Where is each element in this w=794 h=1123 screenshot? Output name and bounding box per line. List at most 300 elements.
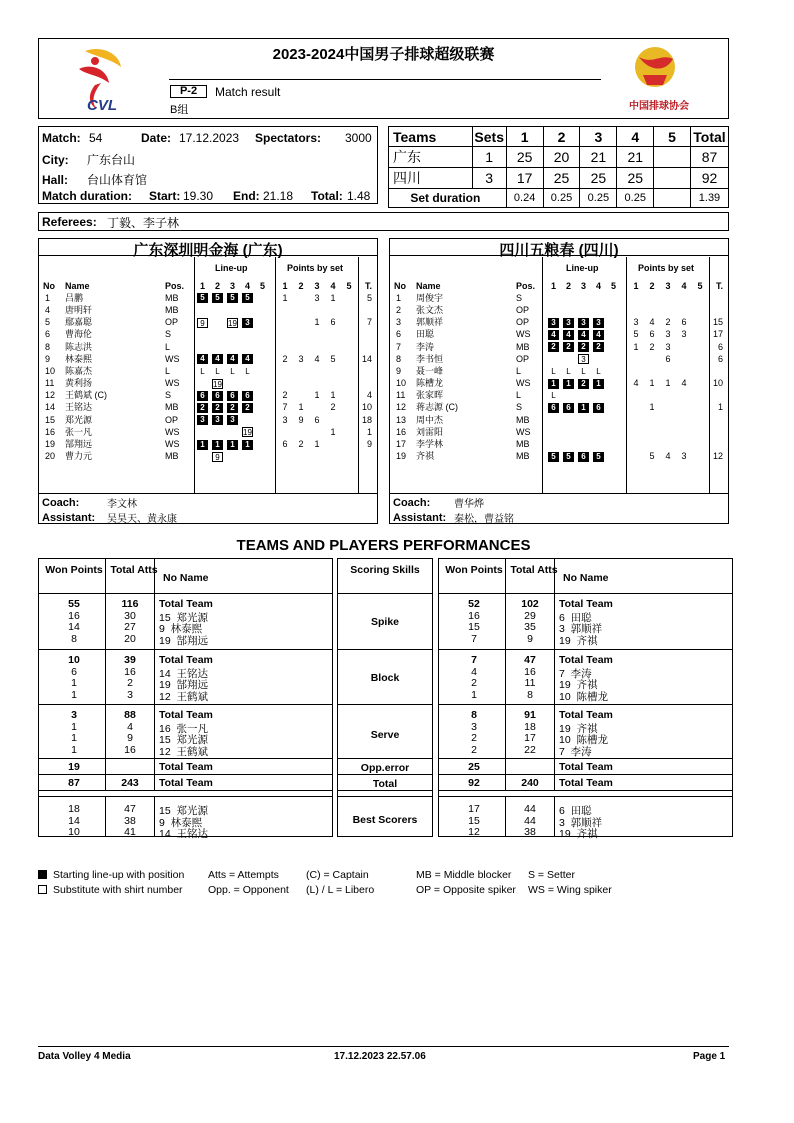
set-points: 2 [282, 353, 288, 364]
total-attempts: 20 [124, 632, 136, 645]
coach-away: 曹华烨 [454, 499, 484, 510]
player-position: WS [165, 426, 180, 437]
player-lineup [193, 378, 277, 390]
starting-position-box: 4 [578, 330, 589, 340]
libero-mark: L [551, 390, 556, 400]
total-attempts: 27 [124, 621, 136, 633]
starting-position-box: 4 [548, 330, 559, 340]
coach-home: 李文林 [107, 499, 137, 510]
total-attempts: 44 [524, 803, 536, 815]
player-position: L [165, 341, 171, 352]
set-points: 4 [314, 353, 320, 364]
player-lineup [193, 438, 277, 450]
starting-position-box: 3 [197, 415, 208, 425]
player-row [43, 426, 378, 438]
player-lineup [193, 426, 277, 438]
player-number: 20 [45, 451, 56, 462]
total-atts-head: Total Atts [510, 564, 558, 576]
points-set-number: 4 [330, 280, 336, 291]
starting-position-box: 5 [227, 293, 238, 303]
player-position: MB [516, 341, 530, 352]
starting-position-box: 3 [548, 318, 559, 328]
player-row [394, 402, 729, 414]
set-duration: 0.25 [580, 189, 617, 208]
player-number: 10 [396, 378, 407, 389]
set-score: 17 [506, 168, 543, 189]
won-points: 16 [68, 609, 80, 622]
player-number: 12 [396, 402, 407, 413]
player-position: WS [516, 329, 531, 340]
set-duration-label: Set duration [389, 189, 507, 208]
end-label: End: [233, 189, 260, 203]
set-score [654, 147, 691, 168]
player-name: 张文杰 [416, 304, 444, 315]
starting-position-box: 3 [242, 318, 253, 328]
set-points: 1 [633, 341, 639, 352]
won-points: 1 [71, 743, 77, 756]
player-number: 1 [396, 292, 402, 303]
player-total-points [361, 378, 378, 390]
player-row [394, 317, 729, 329]
libero-mark: L [200, 366, 205, 376]
set-score: 21 [617, 147, 654, 168]
sets-row-home [389, 147, 729, 168]
player-position: OP [165, 414, 179, 425]
player-total-points: 15 [712, 317, 723, 328]
set-points: 2 [282, 390, 288, 401]
legend [38, 869, 729, 901]
player-number: 9 [396, 365, 402, 376]
player-points-by-set [628, 317, 712, 329]
set-points: 4 [633, 378, 639, 389]
starting-position-box: 2 [197, 403, 208, 413]
player-row [43, 304, 378, 316]
won-points: 25 [468, 761, 480, 773]
player-number: 6 [45, 329, 51, 340]
player-or-team: 19 齐祺 [559, 828, 598, 840]
lineup-set-number: 5 [610, 280, 616, 291]
set-points: 2 [649, 341, 655, 352]
title-underline [169, 79, 601, 80]
page-title: 2023-2024中国男子排球超级联赛 [272, 46, 495, 63]
report-subtitle: Match result [215, 85, 281, 99]
col-pos-head: Pos. [165, 280, 185, 291]
starting-position-box: 4 [227, 354, 238, 364]
player-name: 唐明轩 [65, 304, 93, 315]
lineup-set-number: 2 [565, 280, 571, 291]
match-number: 54 [89, 131, 103, 145]
player-name: 齐祺 [416, 451, 435, 462]
player-row [43, 414, 378, 426]
player-or-team: 15 郑光源 [159, 734, 209, 746]
set-points: 3 [633, 317, 639, 328]
starting-position-box: 3 [227, 415, 238, 425]
set-score [654, 168, 691, 189]
player-row [43, 292, 378, 304]
legend-item: WS = Wing spiker [528, 884, 612, 896]
starting-position-box: 1 [548, 379, 559, 389]
player-lineup [193, 341, 277, 353]
player-or-team: 12 王鹤斌 [159, 690, 209, 703]
libero-mark: L [245, 366, 250, 376]
set-points: 9 [298, 414, 304, 425]
player-position: L [516, 365, 522, 376]
player-number: 4 [45, 304, 51, 315]
player-lineup [544, 414, 628, 426]
player-points-by-set [277, 438, 361, 450]
set-points: 5 [330, 353, 336, 364]
player-total-points: 12 [712, 451, 723, 462]
player-row [394, 426, 729, 438]
won-points: 1 [471, 688, 477, 701]
player-points-by-set [277, 341, 361, 353]
set-points: 1 [330, 426, 336, 437]
player-number: 16 [45, 426, 56, 437]
starting-position-box: 5 [593, 452, 604, 462]
player-name: 陈志洪 [65, 341, 93, 352]
won-points: 6 [71, 665, 77, 678]
player-total-points [361, 341, 378, 353]
legend-item: (L) / L = Libero [306, 884, 375, 896]
total-attempts: 39 [124, 654, 136, 666]
player-points-by-set [277, 353, 361, 365]
total-attempts: 9 [527, 632, 533, 645]
player-number: 7 [396, 341, 402, 352]
assistant-away: 秦松，曹益铭 [454, 514, 514, 525]
col-name-head: Name [416, 280, 441, 291]
legend-item: Substitute with shirt number [53, 884, 183, 896]
player-total-points: 5 [366, 292, 372, 303]
legend-item: MB = Middle blocker [416, 869, 512, 881]
report-code: P-2 [170, 85, 207, 98]
player-position: L [516, 390, 522, 401]
starting-position-box: 5 [563, 452, 574, 462]
player-row [43, 329, 378, 341]
won-points-head: Won Points [445, 564, 503, 576]
player-or-team: 9 林泰熙 [159, 623, 203, 635]
won-points: 8 [71, 632, 77, 645]
pbs-head-home: Points by set [287, 263, 344, 273]
starting-position-box: 4 [242, 354, 253, 364]
player-number: 16 [396, 426, 407, 437]
hall-label: Hall: [42, 173, 69, 187]
player-position: OP [516, 317, 530, 328]
player-lineup [193, 414, 277, 426]
skill-label: Opp.error [360, 762, 410, 774]
cvl-logo-text: CVL [87, 97, 117, 114]
won-points: 2 [471, 732, 477, 744]
player-row [394, 451, 729, 463]
player-lineup [193, 317, 277, 329]
player-lineup [544, 365, 628, 377]
player-lineup [193, 365, 277, 377]
player-points-by-set [628, 390, 712, 402]
points-set-number: 2 [298, 280, 304, 291]
won-points: 7 [471, 632, 477, 645]
set-points: 1 [314, 317, 320, 328]
player-number: 6 [396, 329, 402, 340]
set-points: 1 [330, 292, 336, 303]
player-or-team: 19 郜翔远 [159, 634, 209, 647]
total-attempts: 16 [124, 665, 136, 678]
set-points: 6 [665, 353, 671, 364]
player-position: WS [165, 353, 180, 364]
player-row [394, 292, 729, 304]
total-attempts: 22 [524, 743, 536, 756]
set-duration: 0.25 [543, 189, 580, 208]
player-number: 1 [45, 292, 51, 303]
perf-separator [338, 704, 432, 705]
set-points: 5 [633, 329, 639, 340]
perf-separator [338, 758, 432, 759]
cva-logo-text: 中国排球协会 [629, 101, 689, 112]
won-points: 15 [468, 814, 480, 827]
player-total-points: 1 [366, 426, 372, 437]
libero-mark: L [230, 366, 235, 376]
col-total-head: T. [364, 280, 372, 291]
player-number: 8 [396, 353, 402, 364]
player-row [394, 365, 729, 377]
points-set-number: 1 [633, 280, 639, 291]
sets-cell: 3 [472, 168, 506, 189]
player-number: 19 [45, 439, 56, 450]
total-attempts: 8 [527, 688, 533, 701]
starting-position-box: 1 [242, 440, 253, 450]
player-name: 田聪 [416, 329, 435, 340]
spectators-value: 3000 [345, 131, 372, 145]
total-label: Total: [311, 189, 343, 203]
set-points: 1 [665, 378, 671, 389]
player-total-points [712, 390, 729, 402]
libero-mark: L [215, 366, 220, 376]
won-points: 14 [68, 621, 80, 633]
lineup-set-number: 1 [550, 280, 556, 291]
set-score: 25 [506, 147, 543, 168]
set-duration: 0.24 [506, 189, 543, 208]
player-points-by-set [277, 451, 361, 463]
starting-position-box: 5 [242, 293, 253, 303]
player-name: 周中杰 [416, 414, 444, 425]
player-or-team: 19 郜翔远 [159, 679, 209, 691]
set-points: 1 [649, 378, 655, 389]
player-or-team: 10 陈槽龙 [559, 734, 609, 746]
player-position: OP [516, 353, 530, 364]
player-points-by-set [628, 414, 712, 426]
match-label: Match: [42, 131, 81, 145]
total-score: 92 [690, 168, 728, 189]
player-lineup [193, 451, 277, 463]
starting-position-box: 3 [212, 415, 223, 425]
player-total-points [712, 426, 729, 438]
player-position: WS [516, 378, 531, 389]
away-player-table [394, 280, 729, 463]
starting-position-box: 6 [242, 391, 253, 401]
coach-label-home: Coach: [42, 497, 80, 509]
player-position: MB [516, 451, 530, 462]
player-total-points [361, 365, 378, 377]
sets-head: 2 [543, 127, 580, 147]
libero-mark: L [566, 366, 571, 376]
won-points: 8 [471, 709, 477, 721]
won-points: 10 [68, 654, 80, 666]
player-name: 黄利扬 [65, 378, 93, 389]
player-or-team: 16 张一凡 [159, 722, 209, 735]
points-set-number: 4 [681, 280, 687, 291]
player-or-team: Total Team [559, 654, 613, 666]
hall-value: 台山体育馆 [87, 173, 148, 187]
lineup-head-away: Line-up [566, 263, 599, 273]
starting-position-box: 5 [212, 293, 223, 303]
total-attempts: 17 [524, 732, 536, 744]
home-grid-h [39, 493, 377, 494]
player-total-points: 7 [366, 317, 372, 328]
empty-lineup [197, 427, 208, 437]
total-attempts: 240 [521, 777, 539, 789]
player-lineup [544, 317, 628, 329]
player-or-team: 7 李涛 [559, 745, 592, 758]
player-lineup [544, 390, 628, 402]
player-name: 李涛 [416, 341, 435, 352]
perf-separator [439, 704, 732, 705]
player-position: S [165, 390, 172, 401]
player-points-by-set [628, 341, 712, 353]
starting-position-box: 6 [578, 452, 589, 462]
player-number: 13 [396, 414, 407, 425]
player-number: 11 [396, 390, 406, 401]
player-position: OP [516, 304, 530, 315]
player-row [43, 438, 378, 450]
player-number: 3 [396, 317, 402, 328]
points-set-number: 3 [314, 280, 320, 291]
total-attempts: 11 [524, 677, 536, 689]
player-or-team: Total Team [559, 598, 613, 610]
player-or-team: Total Team [159, 761, 213, 773]
player-or-team: Total Team [159, 654, 213, 666]
player-row [394, 378, 729, 390]
player-lineup [193, 402, 277, 414]
set-points: 4 [665, 451, 671, 462]
set-points: 1 [330, 390, 336, 401]
player-lineup [193, 304, 277, 316]
lineup-set-number: 4 [595, 280, 601, 291]
player-number: 5 [45, 317, 51, 328]
points-set-number: 1 [282, 280, 288, 291]
won-points: 12 [468, 826, 480, 838]
player-total-points: 10 [712, 378, 723, 389]
player-row [43, 317, 378, 329]
player-lineup [544, 353, 628, 365]
total-duration: 1.39 [690, 189, 728, 208]
player-name: 李书恒 [416, 353, 444, 364]
set-points: 6 [314, 414, 320, 425]
starting-position-box: 6 [563, 403, 574, 413]
set-points: 6 [330, 317, 336, 328]
col-points-head [277, 280, 361, 292]
player-total-points: 10 [361, 402, 372, 413]
assistant-label-home: Assistant: [42, 512, 96, 524]
player-row [43, 353, 378, 365]
starting-position-box: 6 [593, 403, 604, 413]
player-position: WS [165, 439, 180, 450]
set-points: 3 [681, 329, 687, 340]
total-attempts: 102 [521, 598, 539, 610]
player-or-team: 15 郑光源 [159, 805, 209, 817]
player-points-by-set [277, 402, 361, 414]
won-points: 52 [468, 598, 480, 610]
perf-separator [439, 649, 732, 650]
starting-position-box: 6 [212, 391, 223, 401]
player-position: MB [516, 439, 530, 450]
total-attempts: 116 [121, 598, 139, 610]
player-total-points: 4 [366, 390, 372, 401]
player-name: 周俊宇 [416, 292, 444, 303]
set-points: 4 [681, 378, 687, 389]
duration-label: Match duration: [42, 189, 132, 203]
player-name: 林泰熙 [65, 353, 93, 364]
player-points-by-set [628, 438, 712, 450]
set-points: 6 [649, 329, 655, 340]
player-position: MB [165, 451, 179, 462]
lineup-set-number: 1 [199, 280, 205, 291]
player-or-team: Total Team [159, 777, 213, 789]
set-duration [654, 189, 691, 208]
player-position: OP [165, 317, 179, 328]
set-points: 3 [282, 414, 288, 425]
substitute-box: 19 [243, 428, 252, 438]
legend-item: Starting line-up with position [53, 869, 185, 881]
set-score: 21 [580, 147, 617, 168]
sets-head: Total [690, 127, 728, 147]
sets-cell: 1 [472, 147, 506, 168]
substitute-box: 19 [213, 379, 222, 389]
player-points-by-set [277, 365, 361, 377]
group-label: B组 [170, 104, 189, 116]
player-or-team: 7 李涛 [559, 667, 592, 680]
assistant-home: 吴昊天、黄永康 [107, 514, 177, 525]
starting-position-box: 2 [578, 342, 589, 352]
perf-separator [439, 774, 732, 775]
player-position: MB [165, 304, 179, 315]
player-row [43, 365, 378, 377]
total-score: 87 [690, 147, 728, 168]
player-position: WS [165, 378, 180, 389]
player-total-points [712, 438, 729, 450]
player-points-by-set [628, 365, 712, 377]
col-pos-head: Pos. [516, 280, 536, 291]
set-score: 25 [580, 168, 617, 189]
player-points-by-set [277, 426, 361, 438]
col-no-head: No [43, 280, 55, 291]
player-position: MB [516, 414, 530, 425]
won-points: 17 [468, 803, 480, 815]
won-points: 10 [68, 826, 80, 838]
won-points: 16 [468, 609, 480, 622]
perf-gap [338, 790, 432, 797]
total-attempts: 4 [127, 720, 133, 733]
legend-item: OP = Opposite spiker [416, 884, 516, 896]
lineup-set-number: 3 [229, 280, 235, 291]
player-number: 15 [45, 414, 56, 425]
total-attempts: 47 [124, 803, 136, 815]
set-points: 2 [665, 317, 671, 328]
starting-position-box: 2 [578, 379, 589, 389]
starting-position-box: 4 [197, 354, 208, 364]
won-points: 1 [71, 677, 77, 689]
set-points: 3 [681, 451, 687, 462]
player-position: L [165, 365, 171, 376]
player-position: WS [516, 426, 531, 437]
empty-lineup [548, 354, 559, 364]
